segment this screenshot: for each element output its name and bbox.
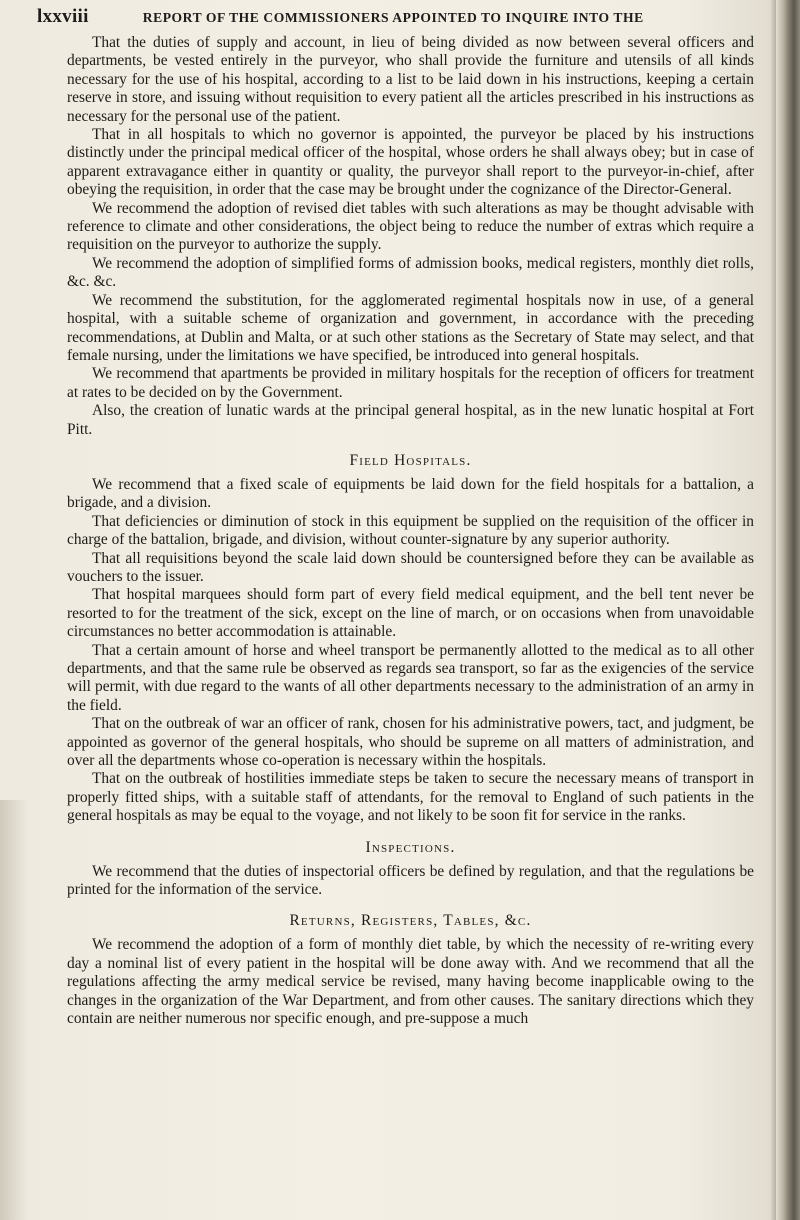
section-heading: Field Hospitals. <box>349 451 472 469</box>
paragraph: We recommend that apartments be provided in military hospitals for the reception of officers for treatment at rates to be decided on by the Government. <box>67 365 754 401</box>
running-head: REPORT OF THE COMMISSIONERS APPOINTED TO INQUIRE INTO THE <box>142 10 644 25</box>
paragraph: Also, the creation of lunatic wards at the principal general hospital, as in the new lunatic hospital at Fort Pitt. <box>67 402 754 438</box>
paragraph: That deficiencies or diminution of stock in this equipment be supplied on the requisition of the officer in charge of the battalion, brigade, and division, without counter-signature by any superior authority. <box>67 512 754 549</box>
body-text <box>67 34 754 1029</box>
paragraph: That a certain amount of horse and wheel transport be permanently allotted to the medical as to all other departments, and that the same rule be observed as regards sea transport, so far as the exigencies of the service will permit, with due regard to the wants of all other departments necessary to the administration of an army in the field. <box>67 641 754 714</box>
paragraph: We recommend the adoption of revised diet tables with such alterations as may be thought advisable with reference to climate and other considerations, the object being to reduce the number of extras which require a requisition on the purveyor to authorize the supply. <box>67 199 754 254</box>
section-heading: Returns, Registers, Tables, &c. <box>289 912 532 930</box>
page-stain <box>0 800 28 1220</box>
paragraph: That in all hospitals to which no governor is appointed, the purveyor be placed by his instructions distinctly under the principal medical officer of the hospital, whose orders he shall always obey; but in case of apparent extravagance either in quantity or quality, the purveyor shall report to the purveyor-in-chief, after obeying the requisition, in order that the case may be brought under the cognizance of the Director-General. <box>67 126 754 199</box>
paragraph: We recommend that the duties of inspectorial officers be defined by regulation, and that the regulations be printed for the information of the service. <box>67 862 754 899</box>
paragraph: We recommend the adoption of simplified forms of admission books, medical registers, monthly diet rolls, &c. &c. <box>67 254 754 291</box>
paragraph: That all requisitions beyond the scale laid down should be countersigned before they can be available as vouchers to the issuer. <box>67 549 754 585</box>
paragraph: We recommend that a fixed scale of equipments be laid down for the field hospitals for a battalion, a brigade, and a division. <box>67 475 754 512</box>
book-spine-edge <box>776 0 800 1220</box>
paragraph: We recommend the substitution, for the agglomerated regimental hospitals now in use, of a general hospital, with a suitable scheme of organization and government, in accordance with the preceding recommendations, at Dublin and Malta, or at such other stations as the Secretary of State may select, and that female nursing, under the limitations we have specified, be introduced into general hospitals. <box>67 291 754 364</box>
page-header <box>37 6 737 30</box>
paragraph: We recommend the adoption of a form of monthly diet table, by which the necessity of re-writing every day a nominal list of every patient in the hospital will be done away with. And we recommend that all the regulations affecting the army medical service be revised, many having become inapplicable owing to the changes in the organization of the War Department, and from other causes. The sanitary directions which they contain are neither numerous nor specific enough, and pre-suppose a much <box>67 936 754 1028</box>
paragraph: That on the outbreak of war an officer of rank, chosen for his administrative powers, tact, and judgment, be appointed as governor of the general hospitals, who should be supreme on all matters of administration, and over all the departments whose co-operation is necessary within the hospitals. <box>67 715 754 770</box>
paragraph: That on the outbreak of hostilities immediate steps be taken to secure the necessary means of transport in properly fitted ships, with a suitable staff of attendants, for the removal to England of such patients in the general hospitals as may be equal to the voyage, and not likely to be soon fit for service in the ranks. <box>67 770 754 825</box>
paragraph: That hospital marquees should form part of every field medical equipment, and the bell tent never be resorted to for the treatment of the sick, except on the line of march, or on occasions when from unavoidable circumstances no better accommodation is attainable. <box>67 586 754 641</box>
paragraph: That the duties of supply and account, in lieu of being divided as now between several officers and departments, be vested entirely in the purveyor, who shall provide the furniture and utensils of all kinds necessary for the use of his hospital, according to a list to be laid down in his instructions, keeping a certain reserve in store, and issuing without requisition to every patient all the articles prescribed in his instructions as necessary for the personal use of the patient. <box>67 34 754 125</box>
page-number: lxxviii <box>37 6 89 27</box>
section-heading: Inspections. <box>365 838 456 856</box>
